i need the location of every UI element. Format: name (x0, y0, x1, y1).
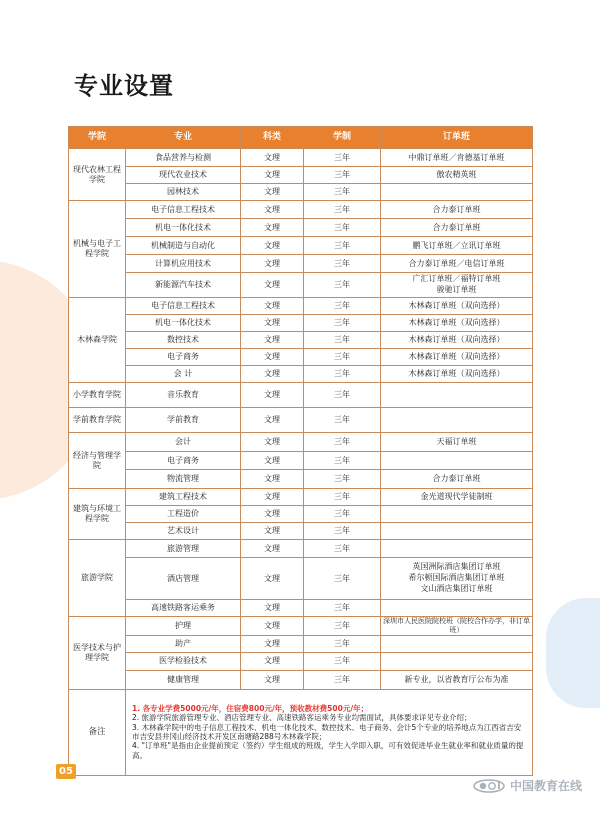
page-number: 05 (56, 764, 76, 779)
major-cell: 学前教育 (126, 408, 241, 433)
category-cell: 文理 (241, 255, 304, 273)
college-cell: 小学教育学院 (69, 383, 126, 408)
watermark-text: 中国教育在线 (510, 778, 583, 793)
table-row (69, 670, 533, 689)
page-title: 专业设置 (74, 72, 174, 100)
category-cell: 文理 (241, 315, 304, 332)
table-row (69, 558, 533, 600)
table-row (69, 540, 533, 558)
category-cell: 文理 (241, 506, 304, 523)
duration-cell: 三年 (304, 452, 381, 470)
college-cell: 现代农林工程学院 (69, 149, 126, 201)
major-cell: 助产 (126, 635, 241, 652)
college-cell: 建筑与环境工程学院 (69, 489, 126, 540)
duration-cell: 三年 (304, 273, 381, 298)
table-row (69, 408, 533, 433)
major-cell: 物流管理 (126, 470, 241, 489)
order-line: 希尔顿国际酒店集团订单班 (408, 573, 505, 583)
table-row (69, 201, 533, 219)
major-cell: 现代农业技术 (126, 167, 241, 184)
category-cell: 文理 (241, 652, 304, 670)
major-cell: 建筑工程技术 (126, 489, 241, 506)
table-row (69, 298, 533, 315)
order-line: 骏驰订单班 (436, 285, 477, 294)
category-cell: 文理 (241, 489, 304, 506)
order-cell: 深圳市人民医院院校班（院校合作办学，非订单班） (381, 617, 533, 636)
major-cell: 健康管理 (126, 670, 241, 689)
category-cell: 文理 (241, 600, 304, 617)
order-cell: 木林森订单班（双向选择） (381, 349, 533, 366)
table-row (69, 167, 533, 184)
header-order-class: 订单班 (381, 127, 533, 149)
duration-cell: 三年 (304, 617, 381, 636)
college-cell: 旅游学院 (69, 540, 126, 617)
order-cell (381, 635, 533, 652)
order-cell (381, 273, 533, 298)
order-cell (381, 652, 533, 670)
duration-cell: 三年 (304, 489, 381, 506)
major-cell: 艺术设计 (126, 523, 241, 540)
college-cell: 木林森学院 (69, 298, 126, 383)
category-cell: 文理 (241, 383, 304, 408)
order-cell (381, 600, 533, 617)
majors-table (68, 126, 533, 776)
major-cell: 机电一体化技术 (126, 219, 241, 237)
major-cell: 酒店管理 (126, 558, 241, 600)
duration-cell: 三年 (304, 470, 381, 489)
table-row (69, 219, 533, 237)
duration-cell: 三年 (304, 540, 381, 558)
major-cell: 工程造价 (126, 506, 241, 523)
table-row (69, 332, 533, 349)
category-cell: 文理 (241, 540, 304, 558)
major-cell: 机械制造与自动化 (126, 237, 241, 255)
major-cell: 机电一体化技术 (126, 315, 241, 332)
order-cell: 鹏飞订单班／立讯订单班 (381, 237, 533, 255)
major-cell: 高速铁路客运乘务 (126, 600, 241, 617)
note-line: 3. 木林森学院中的电子信息工程技术、机电一体化技术、数控技术、电子商务、会计5个专业的培养地点为江西省吉安市吉安县井冈山经济技术开发区南塘路288号木林森学院； (132, 722, 522, 741)
order-cell: 合力泰订单班 (381, 219, 533, 237)
order-line: 文山酒店集团订单班 (420, 583, 493, 593)
category-cell: 文理 (241, 523, 304, 540)
duration-cell: 三年 (304, 167, 381, 184)
table-row (69, 452, 533, 470)
college-cell: 医学技术与护理学院 (69, 617, 126, 690)
category-cell: 文理 (241, 237, 304, 255)
duration-cell: 三年 (304, 383, 381, 408)
duration-cell: 三年 (304, 408, 381, 433)
order-cell: 金光道现代学徒制班 (381, 489, 533, 506)
order-cell (381, 523, 533, 540)
order-cell (381, 558, 533, 600)
table-row (69, 315, 533, 332)
major-cell: 旅游管理 (126, 540, 241, 558)
major-cell: 食品营养与检测 (126, 149, 241, 167)
table-row (69, 184, 533, 201)
duration-cell: 三年 (304, 652, 381, 670)
major-cell: 数控技术 (126, 332, 241, 349)
college-cell: 学前教育学院 (69, 408, 126, 433)
order-cell: 傲农精英班 (381, 167, 533, 184)
duration-cell: 三年 (304, 149, 381, 167)
major-cell: 会 计 (126, 366, 241, 383)
major-cell: 电子商务 (126, 349, 241, 366)
order-cell: 合力泰订单班 (381, 470, 533, 489)
table-row (69, 470, 533, 489)
order-cell: 木林森订单班（双向选择） (381, 332, 533, 349)
college-cell: 机械与电子工程学院 (69, 201, 126, 298)
order-cell: 木林森订单班（双向选择） (381, 366, 533, 383)
duration-cell: 三年 (304, 523, 381, 540)
header-major: 专业 (126, 127, 241, 149)
table-row (69, 273, 533, 298)
duration-cell: 三年 (304, 366, 381, 383)
table-row (69, 489, 533, 506)
table-row (69, 652, 533, 670)
category-cell: 文理 (241, 298, 304, 315)
duration-cell: 三年 (304, 558, 381, 600)
order-cell (381, 540, 533, 558)
duration-cell: 三年 (304, 237, 381, 255)
notes-label: 备注 (69, 689, 126, 775)
header-category: 科类 (241, 127, 304, 149)
category-cell: 文理 (241, 617, 304, 636)
duration-cell: 三年 (304, 255, 381, 273)
category-cell: 文理 (241, 149, 304, 167)
notes-cell (126, 689, 533, 775)
major-cell: 会计 (126, 433, 241, 452)
category-cell: 文理 (241, 408, 304, 433)
duration-cell: 三年 (304, 600, 381, 617)
category-cell: 文理 (241, 219, 304, 237)
major-cell: 新能源汽车技术 (126, 273, 241, 298)
major-cell: 园林技术 (126, 184, 241, 201)
order-cell: 合力泰订单班 (381, 201, 533, 219)
table-row (69, 506, 533, 523)
order-cell (381, 506, 533, 523)
notes-row (69, 689, 533, 775)
order-cell (381, 184, 533, 201)
header-college: 学院 (69, 127, 126, 149)
table-row (69, 149, 533, 167)
order-cell: 中鼎订单班／肯德基订单班 (381, 149, 533, 167)
category-cell: 文理 (241, 332, 304, 349)
duration-cell: 三年 (304, 201, 381, 219)
table-row (69, 255, 533, 273)
duration-cell: 三年 (304, 184, 381, 201)
note-line: 2. 旅游学院旅游管理专业、酒店管理专业、高速铁路客运乘务专业均需面试，具体要求详见专业介绍； (132, 713, 472, 723)
duration-cell: 三年 (304, 635, 381, 652)
category-cell: 文理 (241, 201, 304, 219)
order-cell (381, 408, 533, 433)
table-row (69, 349, 533, 366)
category-cell: 文理 (241, 349, 304, 366)
eol-logo-icon (472, 776, 506, 794)
decorative-blue-shape (546, 598, 600, 708)
duration-cell: 三年 (304, 433, 381, 452)
duration-cell: 三年 (304, 506, 381, 523)
category-cell: 文理 (241, 670, 304, 689)
table-row (69, 600, 533, 617)
table-row (69, 617, 533, 636)
order-cell: 木林森订单班（双向选择） (381, 298, 533, 315)
duration-cell: 三年 (304, 219, 381, 237)
category-cell: 文理 (241, 433, 304, 452)
duration-cell: 三年 (304, 315, 381, 332)
order-line: 英国洲际酒店集团订单班 (412, 562, 501, 572)
duration-cell: 三年 (304, 349, 381, 366)
duration-cell: 三年 (304, 332, 381, 349)
order-cell (381, 452, 533, 470)
table-row (69, 383, 533, 408)
category-cell: 文理 (241, 635, 304, 652)
order-cell: 天福订单班 (381, 433, 533, 452)
major-cell: 护理 (126, 617, 241, 636)
order-cell: 木林森订单班（双向选择） (381, 315, 533, 332)
note-line: 1. 各专业学费5000元/年，住宿费800元/年，预收教材费500元/年； (132, 703, 369, 713)
table-row (69, 433, 533, 452)
table-row (69, 237, 533, 255)
category-cell: 文理 (241, 558, 304, 600)
category-cell: 文理 (241, 184, 304, 201)
table-row (69, 523, 533, 540)
major-cell: 电子信息工程技术 (126, 201, 241, 219)
major-cell: 音乐教育 (126, 383, 241, 408)
table-row (69, 635, 533, 652)
duration-cell: 三年 (304, 670, 381, 689)
major-cell: 医学检验技术 (126, 652, 241, 670)
table-row (69, 366, 533, 383)
order-cell: 新专业，以省教育厅公布为准 (381, 670, 533, 689)
order-cell: 合力泰订单班／电信订单班 (381, 255, 533, 273)
category-cell: 文理 (241, 167, 304, 184)
college-cell: 经济与管理学院 (69, 433, 126, 489)
category-cell: 文理 (241, 273, 304, 298)
major-cell: 电子信息工程技术 (126, 298, 241, 315)
major-cell: 计算机应用技术 (126, 255, 241, 273)
header-duration: 学制 (304, 127, 381, 149)
watermark (472, 776, 582, 794)
order-cell (381, 383, 533, 408)
order-line: 广汇订单班／福特订单班 (412, 274, 501, 284)
note-line: 4. "订单班"是指由企业提前预定（签约）学生组成的班级，学生入学即入职，可有效促进毕业生就业率和就业质量的提高。 (132, 741, 524, 760)
duration-cell: 三年 (304, 298, 381, 315)
category-cell: 文理 (241, 366, 304, 383)
table-header-row (69, 127, 533, 149)
category-cell: 文理 (241, 452, 304, 470)
category-cell: 文理 (241, 470, 304, 489)
major-cell: 电子商务 (126, 452, 241, 470)
